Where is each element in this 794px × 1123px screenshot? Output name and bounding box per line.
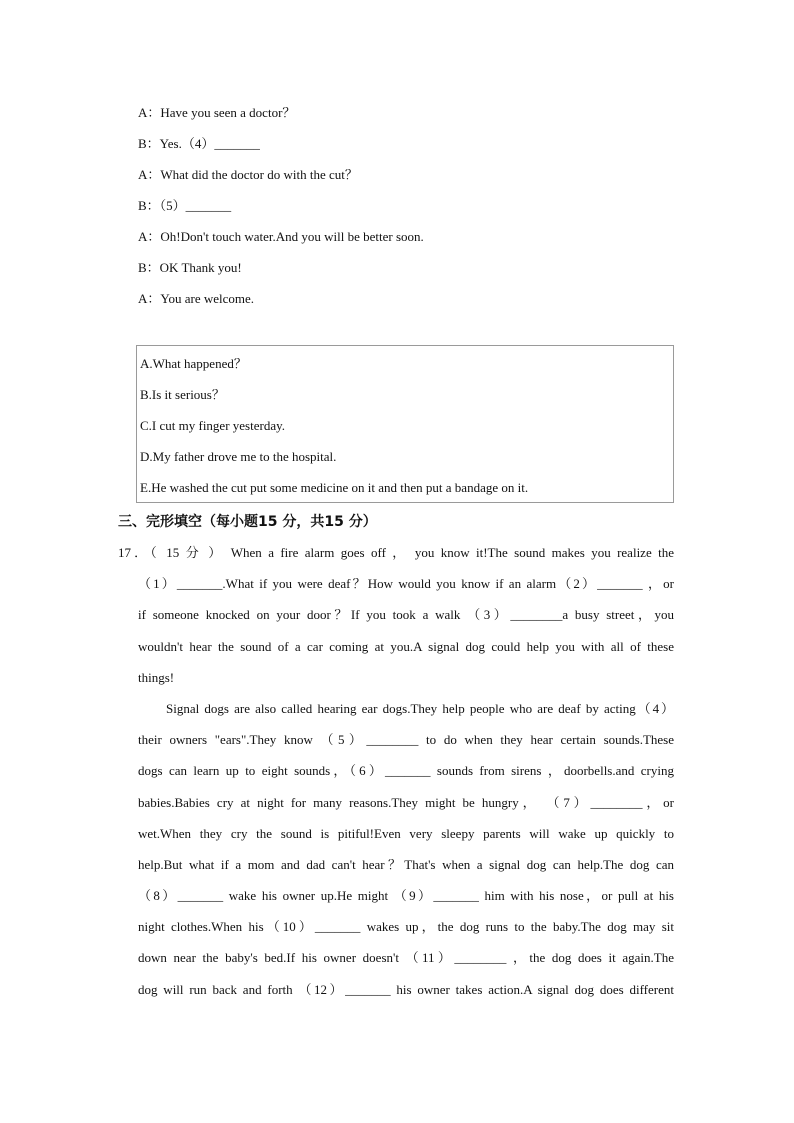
passage-line: babies.Babies cry at night for many reasons.They might be hungry， （7）________，or (138, 794, 674, 810)
dialogue-line: A：You are welcome. (138, 291, 255, 306)
passage-line: dogs can learn up to eight sounds，（6）_______ sounds from sirens ，doorbells.and crying (138, 763, 674, 779)
passage-line: （1）_______.What if you were deaf？How would you know if an alarm（2）_______ ，or (138, 576, 674, 592)
option-c: C.I cut my finger yesterday. (140, 418, 285, 433)
passage-line: things! (138, 669, 175, 685)
passage-line: Signal dogs are also called hearing ear dogs.They help people who are deaf by acting（4） (166, 700, 674, 716)
cloze-passage (118, 541, 674, 1009)
option-e: E.He washed the cut put some medicine on it and then put a bandage on it. (140, 480, 529, 495)
dialogue-line: A：Have you seen a doctor？ (138, 105, 296, 120)
dialogue-line: B：（5）_______ (138, 198, 232, 213)
passage-line: down near the baby's bed.If his owner doesn't （11）________ ，the dog does it again.The (138, 950, 674, 966)
option-a: A.What happened？ (140, 356, 247, 371)
passage-line: wouldn't hear the sound of a car coming at you.A signal dog could help you with all of these (138, 638, 674, 654)
passage-line: 17．（ 15 分 ） When a fire alarm goes off ， you know it!The sound makes you realize the (118, 545, 674, 560)
option-b: B.Is it serious？ (140, 387, 225, 402)
dialogue-line: B：OK Thank you! (138, 260, 242, 275)
dialogue-line: B：Yes.（4）_______ (138, 136, 260, 151)
passage-line: wet.When they cry the sound is pitiful!Even very sleepy parents will wake up quickly to (138, 825, 674, 841)
passage-line: if someone knocked on your door？If you took a walk （3）________a busy street，you (138, 607, 674, 623)
passage-line: （8）_______ wake his owner up.He might （9）_______ him with his nose，or pull at his (138, 888, 674, 904)
passage-line: night clothes.When his（10）_______ wakes up，the dog runs to the baby.The dog may sit (138, 919, 674, 935)
dialogue-line: A：Oh!Don't touch water.And you will be better soon. (138, 229, 424, 244)
dialogue-line: A：What did the doctor do with the cut？ (138, 167, 358, 182)
passage-line: dog will run back and forth （12）_______ his owner takes action.A signal dog does different (138, 981, 674, 997)
answer-options-box (136, 345, 674, 503)
passage-line: help.But what if a mom and dad can't hear？That's when a signal dog can help.The dog can (138, 856, 674, 872)
section-heading: 三、完形填空（每小题15 分，共15 分） (118, 514, 377, 530)
option-d: D.My father drove me to the hospital. (140, 449, 337, 464)
passage-line: their owners "ears".They know （5）________ to do when they hear certain sounds.These (138, 732, 674, 748)
dialogue-section (138, 101, 678, 318)
